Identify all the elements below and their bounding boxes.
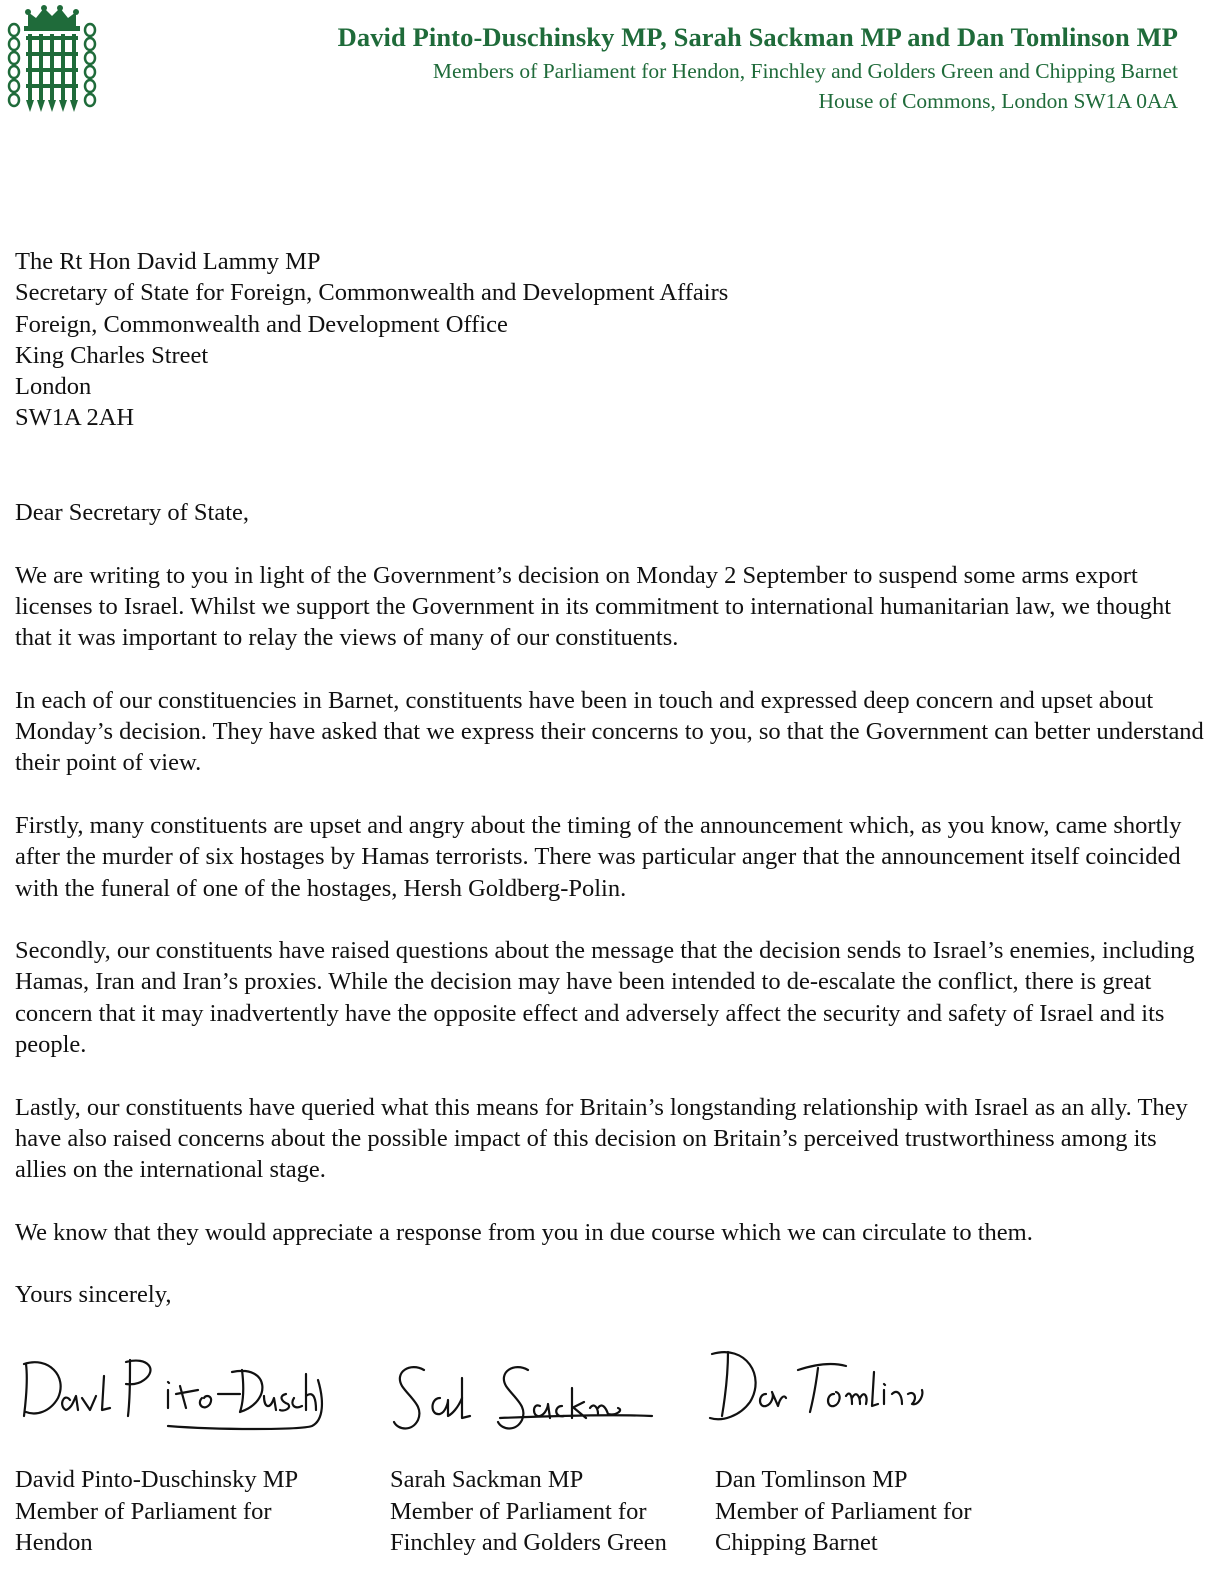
signatory-block — [15, 1464, 298, 1559]
signatory-constituency: Hendon — [15, 1529, 93, 1556]
paragraph: We are writing to you in light of the Government’s decision on Monday 2 September to suspend some arms export licenses to Israel. Whilst we support the Government in its commitment to international humanitarian law, we thought that it was important to relay the views of many of our constituents. — [15, 561, 1172, 652]
letterhead-constituencies: Members of Parliament for Hendon, Finchley and Golders Green and Chipping Barnet — [432, 59, 1178, 83]
signatory-constituency: Finchley and Golders Green — [390, 1529, 667, 1556]
signatory-block — [390, 1464, 667, 1559]
signatory-role: Member of Parliament for — [15, 1497, 272, 1525]
recipient-city: London — [15, 373, 92, 401]
signatory-role: Member of Parliament for — [715, 1497, 972, 1525]
portcullis-icon — [4, 4, 100, 116]
paragraph: Firstly, many constituents are upset and angry about the timing of the announcement which, as you know, came shortly after the murder of six hostages by Hamas terrorists. There was particular anger that the announcement itself coincided with the funeral of one of the hostages, Hersh Goldberg-Polin. — [15, 811, 1182, 902]
recipient-name: The Rt Hon David Lammy MP — [15, 248, 321, 275]
signatory-role: Member of Parliament for — [390, 1497, 647, 1525]
signature-david-pinto-duschinsky — [18, 1350, 328, 1435]
recipient-postcode: SW1A 2AH — [15, 404, 135, 432]
letterhead — [338, 18, 1178, 116]
signatory-name: David Pinto-Duschinsky MP — [15, 1466, 299, 1493]
paragraph: Secondly, our constituents have raised questions about the message that the decision sends to Israel’s enemies, including Hamas, Iran and Iran’s proxies. While the decision may have been intended to de-escalate the conflict, there is great concern that it may inadvertently have the opposite effect and adversely affect the security and safety of Israel and its people. — [15, 937, 1195, 1059]
closing: Yours sincerely, — [15, 1281, 172, 1309]
paragraph: Lastly, our constituents have queried what this means for Britain’s longstanding relationship with Israel as an ally. They have also raised concerns about the possible impact of this decision on Britain’s perceived trustworthiness among its allies on the international stage. — [15, 1093, 1188, 1184]
signature-sarah-sackman — [390, 1358, 660, 1443]
recipient-office: Foreign, Commonwealth and Development Office — [15, 310, 508, 338]
signatory-name: Dan Tomlinson MP — [715, 1466, 908, 1493]
letterhead-names: David Pinto-Duschinsky MP, Sarah Sackman MP and Dan Tomlinson MP — [337, 22, 1178, 52]
letterhead-address: House of Commons, London SW1A 0AA — [818, 89, 1178, 113]
letter-body — [15, 497, 1213, 1342]
recipient-address — [15, 246, 728, 434]
salutation: Dear Secretary of State, — [15, 499, 249, 526]
recipient-title: Secretary of State for Foreign, Commonwealth and Development Affairs — [15, 279, 729, 307]
signatory-name: Sarah Sackman MP — [390, 1466, 584, 1493]
signature-dan-tomlinson — [706, 1346, 936, 1431]
signatory-block — [715, 1464, 971, 1559]
signatory-constituency: Chipping Barnet — [715, 1529, 878, 1556]
recipient-street: King Charles Street — [15, 341, 209, 369]
paragraph: We know that they would appreciate a response from you in due course which we can circulate to them. — [15, 1218, 1033, 1246]
paragraph: In each of our constituencies in Barnet, constituents have been in touch and expressed deep concern and upset about Monday’s decision. They have asked that we express their concerns to you, so that the Government can better understand their point of view. — [15, 686, 1204, 777]
